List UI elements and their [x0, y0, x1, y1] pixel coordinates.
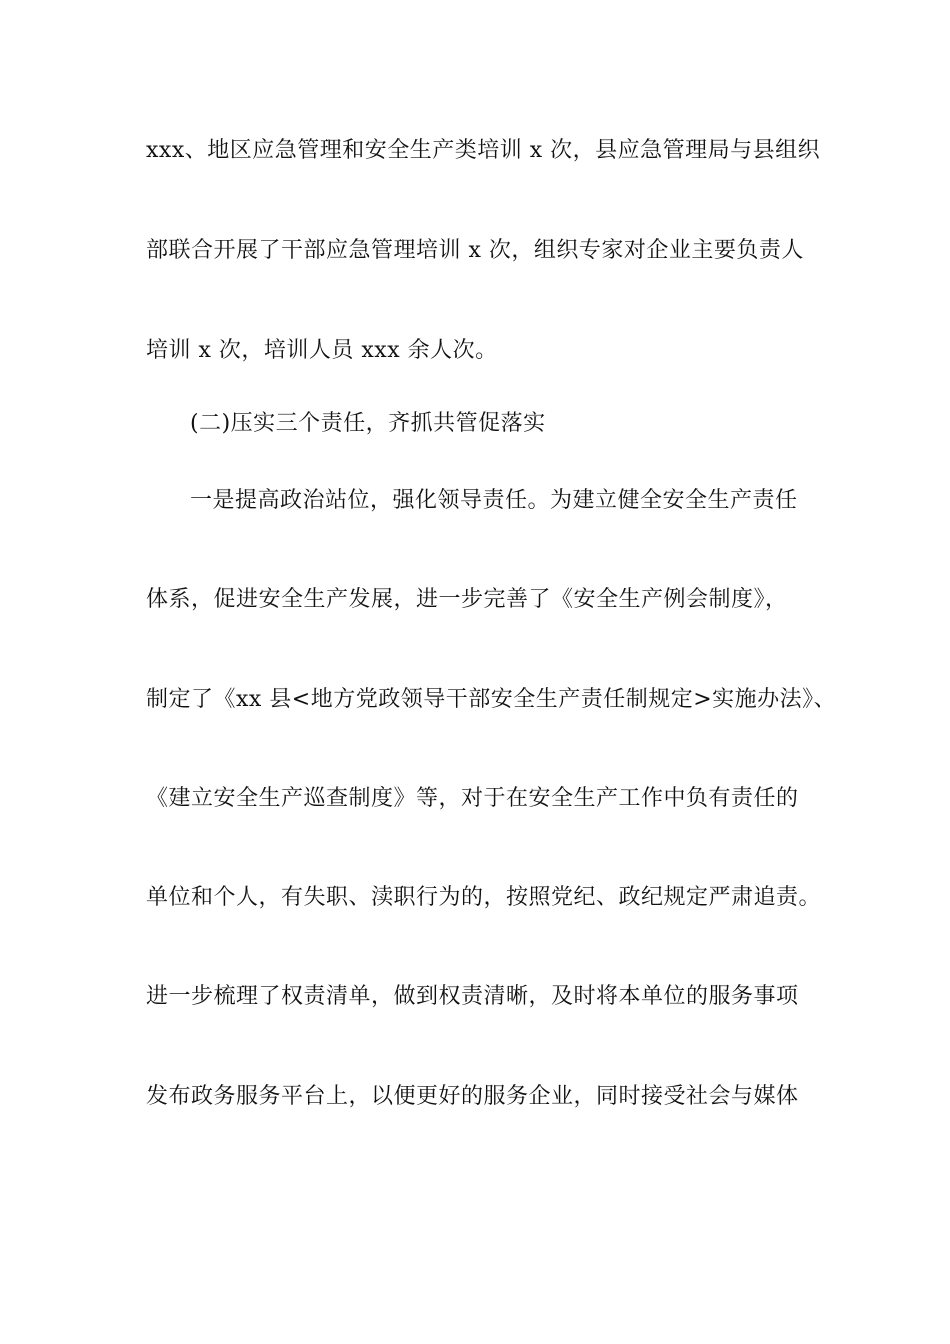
- paragraph-line: 一是提高政治站位，强化领导责任。为建立健全安全生产责任: [190, 488, 798, 513]
- section-heading: (二)压实三个责任，齐抓共管促落实: [190, 411, 546, 436]
- paragraph-line: 培训 x 次，培训人员 xxx 余人次。: [146, 338, 498, 363]
- paragraph-line: xxx、地区应急管理和安全生产类培训 x 次，县应急管理局与县组织: [146, 138, 821, 163]
- paragraph-line: 部联合开展了干部应急管理培训 x 次，组织专家对企业主要负责人: [146, 238, 804, 263]
- paragraph-line: 进一步梳理了权责清单，做到权责清晰，及时将本单位的服务事项: [146, 984, 799, 1009]
- paragraph-line: 体系，促进安全生产发展，进一步完善了《安全生产例会制度》，: [146, 587, 788, 612]
- paragraph-line: 发布政务服务平台上，以便更好的服务企业，同时接受社会与媒体: [146, 1084, 799, 1109]
- paragraph-line: 制定了《xx 县<地方党政领导干部安全生产责任制规定>实施办法》、: [146, 687, 837, 712]
- paragraph-line: 《建立安全生产巡查制度》等，对于在安全生产工作中负有责任的: [146, 786, 799, 811]
- paragraph-line: 单位和个人，有失职、渎职行为的，按照党纪、政纪规定严肃追责。: [146, 885, 822, 910]
